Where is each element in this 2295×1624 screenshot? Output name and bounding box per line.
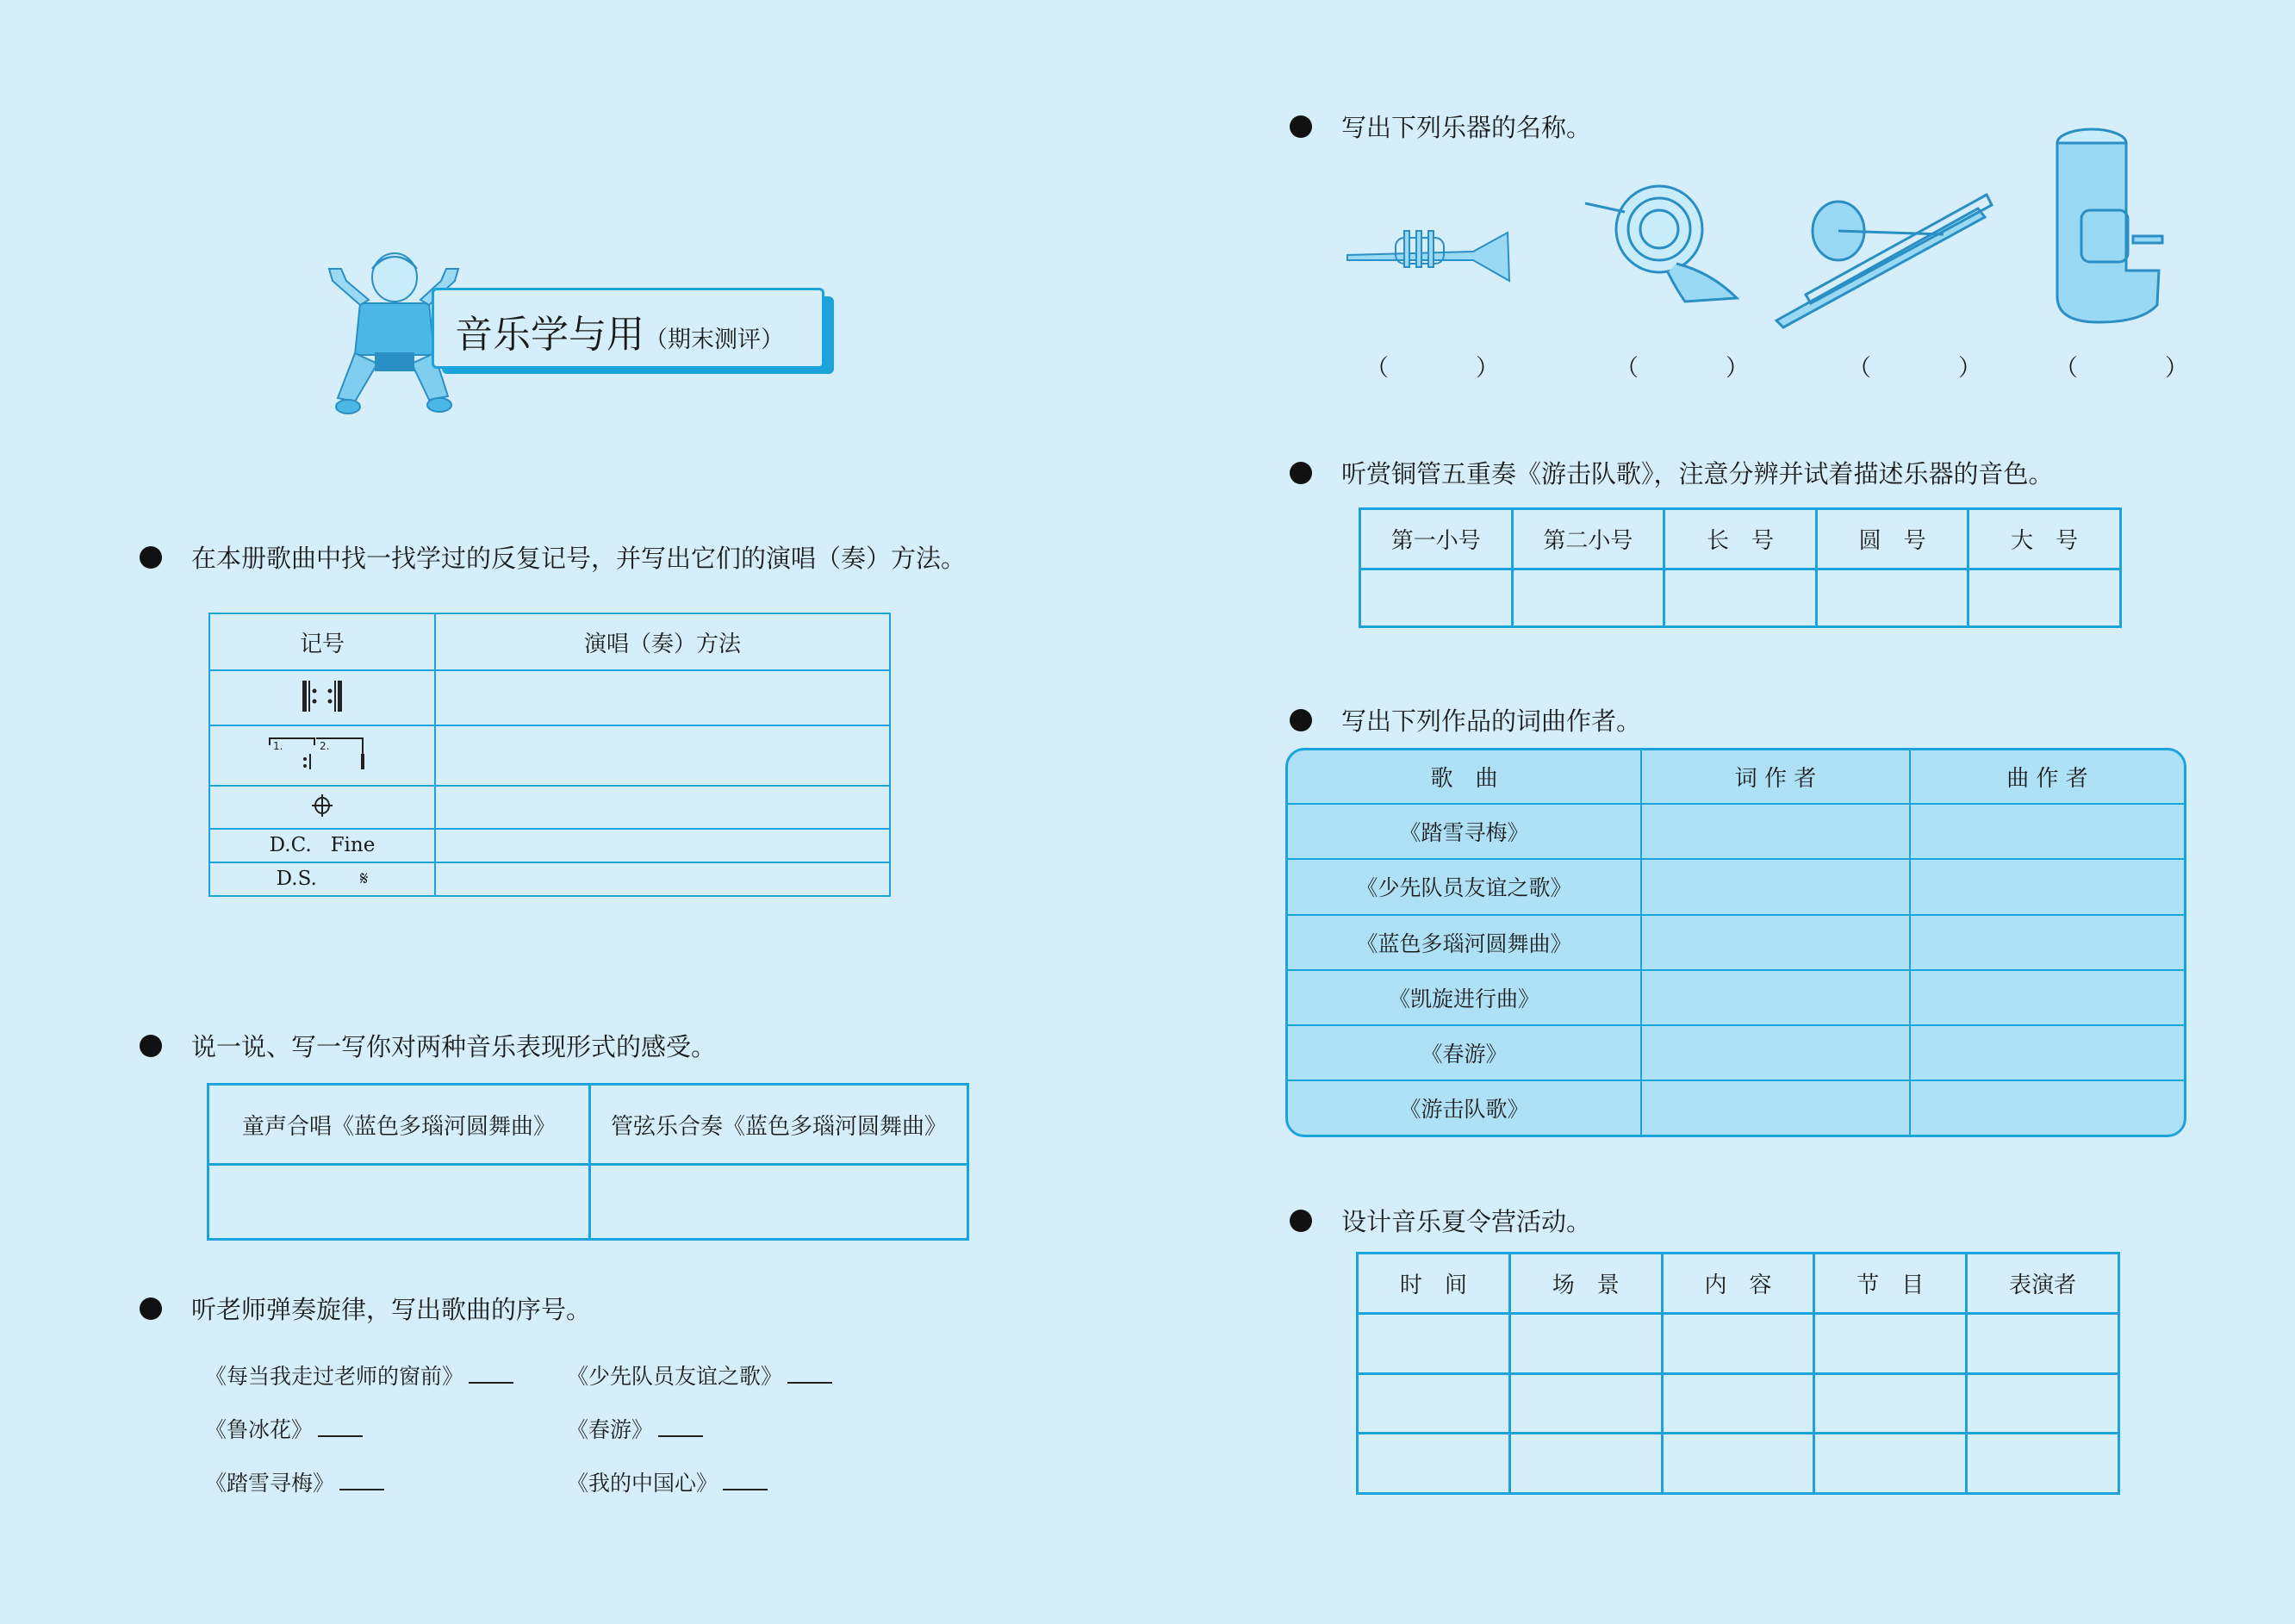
question-text: 说一说、写一写你对两种音乐表现形式的感受。 xyxy=(191,1032,717,1061)
answer-cell[interactable] xyxy=(1662,1314,1814,1374)
question-text: 写出下列乐器的名称。 xyxy=(1341,113,1592,142)
ds-symbol-cell xyxy=(209,862,435,896)
answer-blank[interactable] xyxy=(339,1488,384,1490)
answer-cell[interactable] xyxy=(1509,1373,1662,1434)
question-text: 写出下列作品的词曲作者。 xyxy=(1341,706,1642,736)
work-title: 《蓝色多瑙河圆舞曲》 xyxy=(1288,915,1641,970)
answer-cell[interactable] xyxy=(1641,804,1910,859)
answer-cell[interactable] xyxy=(1814,1434,1967,1494)
paren-close: ） xyxy=(1476,355,1499,382)
method-cell[interactable] xyxy=(435,862,890,896)
question-text: 听老师弹奏旋律，写出歌曲的序号。 xyxy=(191,1295,592,1324)
trumpet-icon xyxy=(1344,221,1516,289)
repeat-sign-icon xyxy=(209,670,435,725)
answer-cell[interactable] xyxy=(1967,1314,2119,1374)
header-lyricist: 词 作 者 xyxy=(1641,750,1910,804)
music-forms-table xyxy=(207,1083,969,1241)
answer-cell[interactable] xyxy=(1910,915,2184,970)
answer-cell[interactable] xyxy=(590,1165,968,1240)
method-cell[interactable] xyxy=(435,786,890,829)
answer-cell[interactable] xyxy=(1360,569,1513,627)
french-horn-icon xyxy=(1582,177,1745,307)
method-cell[interactable] xyxy=(435,670,890,725)
work-title: 《游击队歌》 xyxy=(1288,1080,1641,1135)
paren-open: （ xyxy=(1848,355,1871,382)
paren-open: （ xyxy=(1615,355,1639,382)
svg-text:1.: 1. xyxy=(273,739,283,752)
answer-cell[interactable] xyxy=(1967,1373,2119,1434)
answer-cell[interactable] xyxy=(1358,1373,1510,1434)
song-item: 《我的中国心》 xyxy=(567,1466,768,1497)
question-music-forms xyxy=(140,1028,716,1063)
brass-timbre-table xyxy=(1359,507,2122,628)
question-text: 设计音乐夏令营活动。 xyxy=(1341,1207,1592,1236)
question-brass-quintet xyxy=(1290,455,2054,490)
tuba-icon xyxy=(2047,124,2176,331)
question-lyricist-composer xyxy=(1290,702,1641,737)
paren-close: ） xyxy=(2165,355,2188,382)
work-title: 《少先队员友谊之歌》 xyxy=(1288,859,1641,914)
song-item: 《每当我走过老师的窗前》 xyxy=(205,1360,513,1391)
title-banner xyxy=(326,243,834,381)
question-repeat-signs xyxy=(140,539,966,575)
answer-cell[interactable] xyxy=(1910,1080,2184,1135)
answer-blank[interactable] xyxy=(658,1434,703,1437)
ds-symbol: D.S. xyxy=(276,868,317,891)
header-french-horn: 圆 号 xyxy=(1816,509,1968,569)
paren-close: ） xyxy=(1958,355,1981,382)
header-tuba: 大 号 xyxy=(1968,509,2121,569)
answer-blank[interactable] xyxy=(318,1434,363,1437)
header-first-trumpet: 第一小号 xyxy=(1360,509,1513,569)
header-performer: 表演者 xyxy=(1967,1254,2119,1314)
work-title: 《踏雪寻梅》 xyxy=(1288,804,1641,859)
summer-camp-table xyxy=(1356,1252,2120,1495)
paren-open: （ xyxy=(2055,355,2078,382)
answer-cell[interactable] xyxy=(1816,569,1968,627)
repeat-signs-table xyxy=(208,613,891,897)
answer-cell[interactable] xyxy=(1814,1314,1967,1374)
bullet-icon xyxy=(1290,115,1312,138)
answer-cell[interactable] xyxy=(1662,1434,1814,1494)
song-item: 《少先队员友谊之歌》 xyxy=(567,1360,832,1391)
bullet-icon xyxy=(140,546,162,569)
work-title: 《春游》 xyxy=(1288,1025,1641,1080)
question-text: 听赏铜管五重奏《游击队歌》，注意分辨并试着描述乐器的音色。 xyxy=(1341,459,2054,488)
answer-cell[interactable] xyxy=(1910,970,2184,1025)
answer-cell[interactable] xyxy=(1641,859,1910,914)
answer-cell[interactable] xyxy=(1910,1025,2184,1080)
title-main: 音乐学与用 xyxy=(455,313,644,357)
song-item: 《踏雪寻梅》 xyxy=(205,1466,384,1497)
question-summer-camp xyxy=(1290,1203,1591,1238)
header-orchestra: 管弦乐合奏《蓝色多瑙河圆舞曲》 xyxy=(590,1085,968,1165)
bullet-icon xyxy=(140,1297,162,1320)
header-content: 内 容 xyxy=(1662,1254,1814,1314)
answer-cell[interactable] xyxy=(1910,859,2184,914)
bullet-icon xyxy=(1290,1210,1312,1232)
trombone-icon xyxy=(1771,183,1995,329)
song-item: 《春游》 xyxy=(567,1413,703,1444)
answer-cell[interactable] xyxy=(1662,1373,1814,1434)
authors-table xyxy=(1285,748,2186,1137)
dc-fine-symbol: D.C. Fine xyxy=(209,829,435,862)
work-title: 《凯旋进行曲》 xyxy=(1288,970,1641,1025)
bullet-icon xyxy=(1290,462,1312,484)
bullet-icon xyxy=(1290,709,1312,731)
paren-open: （ xyxy=(1365,355,1389,382)
page-title xyxy=(455,303,784,358)
header-trombone: 长 号 xyxy=(1664,509,1817,569)
answer-cell[interactable] xyxy=(1509,1434,1662,1494)
answer-blank[interactable] xyxy=(469,1381,513,1384)
answer-blank[interactable] xyxy=(787,1381,832,1384)
question-instrument-names xyxy=(1290,109,1591,144)
answer-cell[interactable] xyxy=(1814,1373,1967,1434)
header-composer: 曲 作 者 xyxy=(1910,750,2184,804)
answer-blank[interactable] xyxy=(723,1488,768,1490)
song-item: 《鲁冰花》 xyxy=(205,1413,363,1444)
answer-cell[interactable] xyxy=(1968,569,2121,627)
answer-cell[interactable] xyxy=(1641,1080,1910,1135)
question-text: 在本册歌曲中找一找学过的反复记号，并写出它们的演唱（奏）方法。 xyxy=(191,544,967,573)
header-scene: 场 景 xyxy=(1509,1254,1662,1314)
header-program: 节 目 xyxy=(1814,1254,1967,1314)
segno-icon: 𝄋 xyxy=(359,868,369,891)
answer-cell[interactable] xyxy=(1967,1434,2119,1494)
answer-cell[interactable] xyxy=(1910,804,2184,859)
method-cell[interactable] xyxy=(435,725,890,786)
answer-cell[interactable] xyxy=(208,1165,590,1240)
bullet-icon xyxy=(140,1035,162,1057)
answer-cell[interactable] xyxy=(1358,1314,1510,1374)
header-time: 时 间 xyxy=(1358,1254,1510,1314)
title-sub: （期末测评） xyxy=(644,327,784,353)
svg-text:2.: 2. xyxy=(320,739,330,752)
method-cell[interactable] xyxy=(435,829,890,862)
volta-brackets-icon xyxy=(209,725,435,786)
header-symbol: 记号 xyxy=(209,613,435,670)
answer-cell[interactable] xyxy=(1358,1434,1510,1494)
coda-sign-icon xyxy=(209,786,435,829)
header-method: 演唱（奏）方法 xyxy=(435,613,890,670)
answer-cell[interactable] xyxy=(1512,569,1664,627)
paren-close: ） xyxy=(1726,355,1749,382)
header-second-trumpet: 第二小号 xyxy=(1512,509,1664,569)
header-children-choir: 童声合唱《蓝色多瑙河圆舞曲》 xyxy=(208,1085,590,1165)
answer-cell[interactable] xyxy=(1641,1025,1910,1080)
answer-cell[interactable] xyxy=(1664,569,1817,627)
question-song-number xyxy=(140,1291,591,1326)
header-song: 歌 曲 xyxy=(1288,750,1641,804)
answer-cell[interactable] xyxy=(1509,1314,1662,1374)
answer-cell[interactable] xyxy=(1641,915,1910,970)
answer-cell[interactable] xyxy=(1641,970,1910,1025)
